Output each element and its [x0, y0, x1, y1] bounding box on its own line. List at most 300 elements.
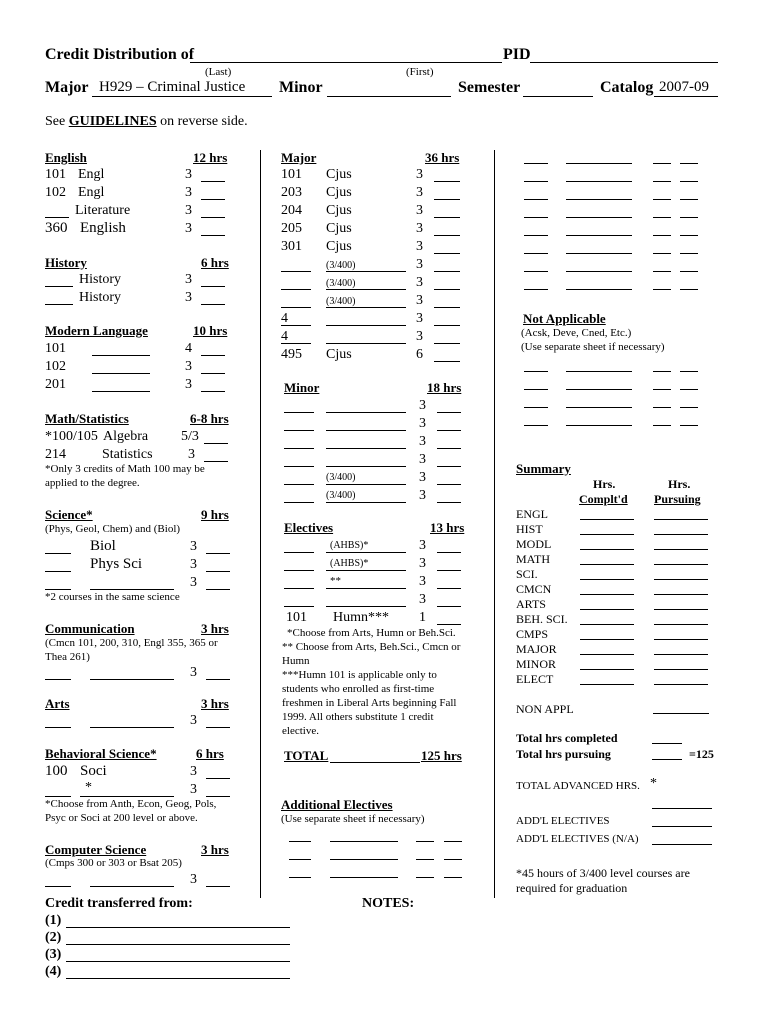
summary-pursuing-line[interactable] — [654, 519, 708, 520]
major-cr-6: 3 — [416, 257, 423, 272]
additional-title: Additional Electives — [281, 797, 393, 812]
summary-row-label: ARTS — [516, 597, 546, 611]
elect-grade-1[interactable] — [437, 552, 461, 553]
major-grade-9[interactable] — [434, 325, 460, 326]
english-grade-3[interactable] — [201, 217, 225, 218]
modl-grade-1[interactable] — [201, 355, 225, 356]
right-blank-grade-6[interactable] — [680, 253, 698, 254]
humn-cr: 1 — [419, 610, 426, 625]
cmps-cr: 3 — [190, 872, 197, 887]
na-blank-cr-3[interactable] — [653, 407, 671, 408]
history-num-line-1[interactable] — [45, 286, 73, 287]
elect-grade-3[interactable] — [437, 588, 461, 589]
modl-cr-2: 3 — [185, 359, 192, 374]
summary-row-label: MAJOR — [516, 642, 557, 656]
na-blank-grade-3[interactable] — [680, 407, 698, 408]
science-note: *2 courses in the same science — [45, 591, 180, 603]
summary-row-label: CMPS — [516, 627, 549, 641]
right-blank-grade-4[interactable] — [680, 217, 698, 218]
major-cr-7: 3 — [416, 275, 423, 290]
right-blank-name-2[interactable] — [566, 181, 632, 182]
major-num-2: 203 — [281, 185, 302, 200]
elect-note-5: students who enrolled as first-time — [282, 683, 435, 695]
elect-name-line-3[interactable] — [326, 588, 406, 589]
na-sub-1: (Acsk, Deve, Cned, Etc.) — [521, 327, 632, 339]
modl-num-2: 102 — [45, 359, 66, 374]
right-blank-name-5[interactable] — [566, 235, 632, 236]
modl-line-2[interactable] — [92, 373, 150, 374]
summary-pursuing-line[interactable] — [654, 684, 708, 685]
summary-pursuing-line[interactable] — [654, 654, 708, 655]
history-grade-2[interactable] — [201, 304, 225, 305]
summary-completed-line[interactable] — [580, 639, 634, 640]
behsci-note-2: Psyc or Soci at 200 level or above. — [45, 812, 198, 824]
major-name-5: Cjus — [326, 239, 352, 254]
science-name-1: Biol — [90, 538, 116, 554]
right-blank-grade-1[interactable] — [680, 163, 698, 164]
summary-completed-line[interactable] — [580, 609, 634, 610]
addl-electives-na-line[interactable] — [652, 844, 712, 845]
minor-num-line-3[interactable] — [284, 448, 314, 449]
major-grade-4[interactable] — [434, 235, 460, 236]
behsci-grade-1[interactable] — [206, 778, 230, 779]
cmcn-num-line[interactable] — [45, 679, 71, 680]
additional-sub: (Use separate sheet if necessary) — [281, 813, 425, 825]
modl-num-1: 101 — [45, 341, 66, 356]
minor-name-5: (3/400) — [326, 472, 356, 483]
summary-row-label: MINOR — [516, 657, 557, 671]
column-divider-right — [494, 150, 495, 898]
summary-pursuing-line[interactable] — [654, 624, 708, 625]
na-blank-grade-1[interactable] — [680, 371, 698, 372]
major-grade-8[interactable] — [434, 307, 460, 308]
english-num-4: 360 — [45, 220, 68, 236]
science-name-2: Phys Sci — [90, 556, 143, 572]
first-label: (First) — [406, 66, 434, 78]
right-blank-cr-8[interactable] — [653, 289, 671, 290]
minor-section-title: Minor — [284, 380, 320, 395]
minor-num-line-4[interactable] — [284, 466, 314, 467]
right-blank-grade-7[interactable] — [680, 271, 698, 272]
summary-pursuing-line[interactable] — [654, 609, 708, 610]
english-cr-4: 3 — [185, 221, 192, 236]
elect-name-3: ** — [330, 575, 341, 587]
addl-num-line-3[interactable] — [289, 877, 311, 878]
total-advanced-label: TOTAL ADVANCED HRS. — [516, 780, 640, 792]
minor-name-line-3[interactable] — [326, 448, 406, 449]
science-grade-3[interactable] — [206, 589, 230, 590]
major-grade-1[interactable] — [434, 181, 460, 182]
history-grade-1[interactable] — [201, 286, 225, 287]
elect-num-line-2[interactable] — [284, 570, 314, 571]
total-completed-line[interactable] — [652, 743, 682, 744]
elect-grade-4[interactable] — [437, 606, 461, 607]
addl-name-line-3[interactable] — [330, 877, 398, 878]
major-name-line-6[interactable] — [326, 271, 406, 272]
modl-hrs: 10 hrs — [193, 323, 228, 338]
modl-line-3[interactable] — [92, 391, 150, 392]
right-blank-num-8[interactable] — [524, 289, 548, 290]
right-blank-num-5[interactable] — [524, 235, 548, 236]
major-cr-3: 3 — [416, 203, 423, 218]
summary-completed-line[interactable] — [580, 534, 634, 535]
math-note-1: *Only 3 credits of Math 100 may be — [45, 463, 205, 475]
addl-electives-line[interactable] — [652, 826, 712, 827]
math-title: Math/Statistics — [45, 411, 129, 426]
cmcn-hrs: 3 hrs — [201, 621, 229, 636]
right-blank-cr-5[interactable] — [653, 235, 671, 236]
summary-pursuing-line[interactable] — [654, 564, 708, 565]
major-value: H929 – Criminal Justice — [99, 79, 246, 95]
minor-grade-1[interactable] — [437, 412, 461, 413]
right-blank-grade-8[interactable] — [680, 289, 698, 290]
transfer-line-4[interactable] — [66, 978, 290, 979]
science-name-line-3[interactable] — [90, 589, 174, 590]
minor-name-line-4[interactable] — [326, 466, 406, 467]
major-grade-5[interactable] — [434, 253, 460, 254]
cmps-name-line[interactable] — [90, 886, 174, 887]
behsci-grade-2[interactable] — [206, 796, 230, 797]
math-num-1: *100/105 — [45, 429, 98, 444]
cmps-sub: (Cmps 300 or 303 or Bsat 205) — [45, 857, 182, 869]
major-name-4: Cjus — [326, 221, 352, 236]
major-cr-5: 3 — [416, 239, 423, 254]
minor-line[interactable] — [327, 96, 451, 97]
na-blank-num-2[interactable] — [524, 389, 548, 390]
history-cr-2: 3 — [185, 290, 192, 305]
addl-grade-line-2[interactable] — [444, 859, 462, 860]
science-grade-2[interactable] — [206, 571, 230, 572]
major-num-line-6[interactable] — [281, 271, 311, 272]
cmps-num-line[interactable] — [45, 886, 71, 887]
summary-completed-line[interactable] — [580, 654, 634, 655]
addl-name-line-2[interactable] — [330, 859, 398, 860]
humn-grade[interactable] — [437, 624, 461, 625]
addl-grade-line-1[interactable] — [444, 841, 462, 842]
right-blank-grade-2[interactable] — [680, 181, 698, 182]
summary-row-label: BEH. SCI. — [516, 612, 568, 626]
elect-name-line-2[interactable] — [326, 570, 406, 571]
right-blank-num-3[interactable] — [524, 199, 548, 200]
science-cr-2: 3 — [190, 557, 197, 572]
elect-note-3: Humn — [282, 655, 310, 667]
right-blank-num-7[interactable] — [524, 271, 548, 272]
math-grade-2[interactable] — [204, 461, 228, 462]
english-grade-4[interactable] — [201, 235, 225, 236]
elect-name-line-4[interactable] — [326, 606, 406, 607]
english-name-1: Engl — [78, 167, 105, 182]
minor-cr-1: 3 — [419, 398, 426, 413]
minor-name-line-6[interactable] — [326, 502, 406, 503]
major-name-1: Cjus — [326, 167, 352, 182]
elect-note-6: freshmen in Liberal Arts beginning Fall — [282, 697, 457, 709]
transfer-line-3[interactable] — [66, 961, 290, 962]
na-blank-name-1[interactable] — [566, 371, 632, 372]
transfer-label-3: (3) — [45, 947, 62, 962]
semester-line[interactable] — [523, 96, 593, 97]
major-num-line-9[interactable] — [281, 325, 311, 326]
major-name-11: Cjus — [326, 347, 352, 362]
name-line[interactable] — [190, 62, 502, 63]
major-cr-2: 3 — [416, 185, 423, 200]
major-name-line-8[interactable] — [326, 307, 406, 308]
right-blank-cr-1[interactable] — [653, 163, 671, 164]
summary-row-label: MATH — [516, 552, 551, 566]
na-title: Not Applicable — [523, 311, 606, 326]
major-section-hrs: 36 hrs — [425, 150, 460, 165]
right-blank-num-2[interactable] — [524, 181, 548, 182]
minor-num-line-2[interactable] — [284, 430, 314, 431]
math-grade-1[interactable] — [204, 443, 228, 444]
arts-hrs: 3 hrs — [201, 696, 229, 711]
major-name-3: Cjus — [326, 203, 352, 218]
summary-completed-line[interactable] — [580, 579, 634, 580]
minor-cr-4: 3 — [419, 452, 426, 467]
major-grade-6[interactable] — [434, 271, 460, 272]
arts-title: Arts — [45, 696, 70, 711]
summary-completed-line[interactable] — [580, 594, 634, 595]
summary-col1-b: Complt'd — [579, 492, 628, 506]
cmcn-sub-1: (Cmcn 101, 200, 310, Engl 355, 365 or — [45, 637, 218, 649]
major-num-4: 205 — [281, 221, 302, 236]
right-blank-cr-3[interactable] — [653, 199, 671, 200]
behsci-name-line-2[interactable] — [80, 796, 174, 797]
summary-pursuing-line[interactable] — [654, 534, 708, 535]
right-blank-grade-5[interactable] — [680, 235, 698, 236]
summary-pursuing-line[interactable] — [654, 639, 708, 640]
humn-name: Humn*** — [333, 610, 389, 625]
addl-num-line-2[interactable] — [289, 859, 311, 860]
minor-grade-5[interactable] — [437, 484, 461, 485]
addl-num-line-1[interactable] — [289, 841, 311, 842]
pid-line[interactable] — [530, 62, 718, 63]
elect-name-1: (AHBS)* — [330, 540, 369, 551]
science-num-line-1[interactable] — [45, 553, 71, 554]
modl-line-1[interactable] — [92, 355, 150, 356]
transfer-label-1: (1) — [45, 913, 62, 928]
na-blank-name-4[interactable] — [566, 425, 632, 426]
catalog-line — [654, 96, 718, 97]
summary-pursuing-line[interactable] — [654, 669, 708, 670]
summary-completed-line[interactable] — [580, 549, 634, 550]
cmps-grade[interactable] — [206, 886, 230, 887]
summary-pursuing-line[interactable] — [654, 549, 708, 550]
na-blank-name-2[interactable] — [566, 389, 632, 390]
behsci-title: Behavioral Science* — [45, 746, 157, 761]
minor-name-line-5[interactable] — [326, 484, 406, 485]
total-line — [330, 762, 420, 763]
right-blank-num-4[interactable] — [524, 217, 548, 218]
summary-col2-b: Pursuing — [654, 492, 701, 506]
arts-num-line[interactable] — [45, 727, 71, 728]
major-name-line-7[interactable] — [326, 289, 406, 290]
arts-cr: 3 — [190, 713, 197, 728]
cmcn-cr: 3 — [190, 665, 197, 680]
total-pursuing-line[interactable] — [652, 759, 682, 760]
addl-name-line-1[interactable] — [330, 841, 398, 842]
minor-grade-4[interactable] — [437, 466, 461, 467]
behsci-num-line-2[interactable] — [45, 796, 71, 797]
major-grade-10[interactable] — [434, 343, 460, 344]
cmps-hrs: 3 hrs — [201, 842, 229, 857]
behsci-cr-2: 3 — [190, 782, 197, 797]
science-cr-1: 3 — [190, 539, 197, 554]
behsci-mark-2: * — [85, 780, 92, 795]
history-title: History — [45, 255, 87, 270]
english-grade-2[interactable] — [201, 199, 225, 200]
summary-pursuing-line[interactable] — [654, 594, 708, 595]
elect-cr-2: 3 — [419, 556, 426, 571]
na-blank-num-1[interactable] — [524, 371, 548, 372]
addl-grade-line-3[interactable] — [444, 877, 462, 878]
transfer-line-2[interactable] — [66, 944, 290, 945]
total-pursuing-target: =125 — [689, 747, 714, 761]
summary-row-label: ENGL — [516, 507, 548, 521]
summary-row-label: MODL — [516, 537, 552, 551]
english-hrs: 12 hrs — [193, 150, 228, 165]
major-num-line-8[interactable] — [281, 307, 311, 308]
major-line — [92, 96, 272, 97]
major-label: Major — [45, 79, 89, 96]
elect-note-4: ***Humn 101 is applicable only to — [282, 669, 437, 681]
right-blank-name-6[interactable] — [566, 253, 632, 254]
minor-name-line-2[interactable] — [326, 430, 406, 431]
minor-grade-2[interactable] — [437, 430, 461, 431]
elect-grade-2[interactable] — [437, 570, 461, 571]
science-num-line-2[interactable] — [45, 571, 71, 572]
major-grade-2[interactable] — [434, 199, 460, 200]
english-cr-2: 3 — [185, 185, 192, 200]
na-blank-cr-4[interactable] — [653, 425, 671, 426]
na-blank-num-4[interactable] — [524, 425, 548, 426]
summary-completed-line[interactable] — [580, 669, 634, 670]
cmcn-grade[interactable] — [206, 679, 230, 680]
minor-num-line-1[interactable] — [284, 412, 314, 413]
right-blank-cr-6[interactable] — [653, 253, 671, 254]
history-num-line-2[interactable] — [45, 304, 73, 305]
right-blank-name-3[interactable] — [566, 199, 632, 200]
major-cr-10: 3 — [416, 329, 423, 344]
math-cr-1: 5/3 — [181, 429, 199, 444]
minor-grade-6[interactable] — [437, 502, 461, 503]
na-blank-cr-1[interactable] — [653, 371, 671, 372]
minor-grade-3[interactable] — [437, 448, 461, 449]
right-blank-num-6[interactable] — [524, 253, 548, 254]
major-grade-7[interactable] — [434, 289, 460, 290]
english-num-line-3[interactable] — [45, 217, 69, 218]
right-blank-name-4[interactable] — [566, 217, 632, 218]
elect-note-1: *Choose from Arts, Humn or Beh.Sci. — [287, 627, 456, 639]
science-grade-1[interactable] — [206, 553, 230, 554]
summary-completed-line[interactable] — [580, 624, 634, 625]
english-cr-1: 3 — [185, 167, 192, 182]
english-num-2: 102 — [45, 185, 66, 200]
na-blank-grade-4[interactable] — [680, 425, 698, 426]
addl-electives-label: ADD'L ELECTIVES — [516, 815, 610, 827]
cmcn-sub-2: Thea 261) — [45, 651, 90, 663]
na-blank-grade-2[interactable] — [680, 389, 698, 390]
non-appl-line[interactable] — [653, 713, 709, 714]
science-cr-3: 3 — [190, 575, 197, 590]
addl-cr-line-3[interactable] — [416, 877, 434, 878]
transfer-label-4: (4) — [45, 964, 62, 979]
major-num-10: 4 — [281, 329, 288, 344]
modl-grade-3[interactable] — [201, 391, 225, 392]
major-cr-8: 3 — [416, 293, 423, 308]
right-blank-name-1[interactable] — [566, 163, 632, 164]
minor-num-line-5[interactable] — [284, 484, 314, 485]
notes-label: NOTES: — [362, 896, 415, 911]
right-blank-num-1[interactable] — [524, 163, 548, 164]
guidelines-note: See GUIDELINES on reverse side. — [45, 114, 248, 129]
minor-label: Minor — [279, 79, 323, 96]
summary-col2-a: Hrs. — [668, 477, 691, 491]
addl-cr-line-2[interactable] — [416, 859, 434, 860]
na-blank-num-3[interactable] — [524, 407, 548, 408]
summary-pursuing-line[interactable] — [654, 579, 708, 580]
summary-completed-line[interactable] — [580, 684, 634, 685]
right-blank-name-7[interactable] — [566, 271, 632, 272]
right-blank-cr-4[interactable] — [653, 217, 671, 218]
major-cr-9: 3 — [416, 311, 423, 326]
total-advanced-star: * — [650, 776, 657, 791]
addl-cr-line-1[interactable] — [416, 841, 434, 842]
cmcn-name-line[interactable] — [90, 679, 174, 680]
arts-grade[interactable] — [206, 727, 230, 728]
elect-num-line-1[interactable] — [284, 552, 314, 553]
elect-name-line-1[interactable] — [326, 552, 406, 553]
major-name-line-10[interactable] — [326, 343, 406, 344]
science-hrs: 9 hrs — [201, 507, 229, 522]
minor-name-line-1[interactable] — [326, 412, 406, 413]
right-blank-name-8[interactable] — [566, 289, 632, 290]
major-grade-11[interactable] — [434, 361, 460, 362]
science-num-line-3[interactable] — [45, 589, 71, 590]
summary-col1-a: Hrs. — [593, 477, 616, 491]
elect-num-line-3[interactable] — [284, 588, 314, 589]
arts-name-line[interactable] — [90, 727, 174, 728]
right-blank-grade-3[interactable] — [680, 199, 698, 200]
na-blank-cr-2[interactable] — [653, 389, 671, 390]
english-name-3: Literature — [75, 203, 131, 218]
total-hrs: 125 hrs — [421, 748, 462, 763]
math-cr-2: 3 — [188, 447, 195, 462]
catalog-label: Catalog — [600, 79, 654, 96]
major-num-11: 495 — [281, 347, 302, 362]
math-hrs: 6-8 hrs — [190, 411, 229, 426]
major-num-line-7[interactable] — [281, 289, 311, 290]
guidelines-link[interactable]: GUIDELINES — [68, 114, 157, 129]
elect-num-line-4[interactable] — [284, 606, 314, 607]
summary-completed-line[interactable] — [580, 519, 634, 520]
major-grade-3[interactable] — [434, 217, 460, 218]
elect-note-7: 1999. All others substitute 1 credit — [282, 711, 434, 723]
footnote-2: required for graduation — [516, 881, 628, 895]
modl-grade-2[interactable] — [201, 373, 225, 374]
major-num-line-10[interactable] — [281, 343, 311, 344]
transfer-line-1[interactable] — [66, 927, 290, 928]
na-blank-name-3[interactable] — [566, 407, 632, 408]
modl-cr-3: 3 — [185, 377, 192, 392]
summary-completed-line[interactable] — [580, 564, 634, 565]
english-grade-1[interactable] — [201, 181, 225, 182]
minor-num-line-6[interactable] — [284, 502, 314, 503]
total-advanced-line[interactable] — [652, 808, 712, 809]
right-blank-cr-2[interactable] — [653, 181, 671, 182]
right-blank-cr-7[interactable] — [653, 271, 671, 272]
electives-title: Electives — [284, 520, 334, 535]
major-name-line-9[interactable] — [326, 325, 406, 326]
